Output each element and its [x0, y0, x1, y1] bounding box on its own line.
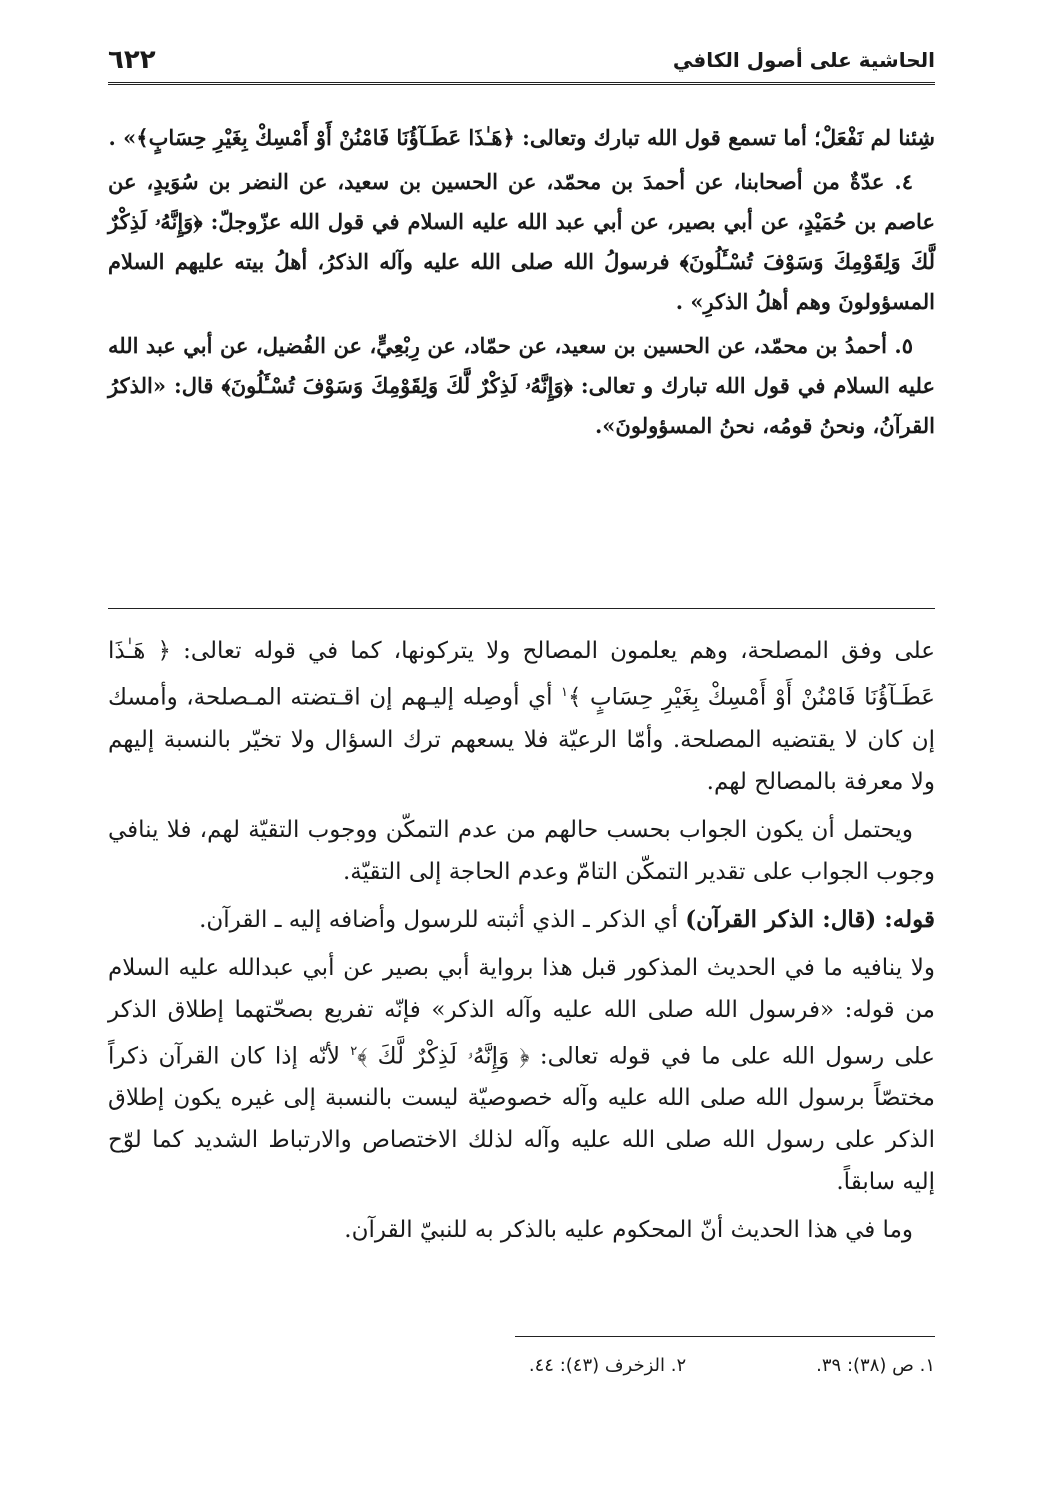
footnotes — [108, 1355, 935, 1376]
commentary-paragraph: وما في هذا الحديث أنّ المحكوم عليه بالذكر به للنبيّ القرآن. — [344, 1217, 913, 1244]
commentary-text: أي الذكر ـ الذي أثبته للرسول وأضافه إليه ـ القرآن. — [199, 906, 686, 933]
footnote-2: ٢. الزخرف (٤٣): ٤٤. — [528, 1355, 687, 1376]
footnote-divider — [515, 1336, 935, 1337]
footnote-marker: ٢ — [350, 1043, 358, 1059]
commentary-paragraph — [108, 947, 935, 1204]
quoted-lemma: قوله: (قال: الذكر القرآن) — [685, 905, 935, 933]
hadith-paragraph: شِئنا لم نَفْعَلْ؛ أما تسمع قول الله تبارك وتعالى: ﴿هَـٰذَا عَطَـآؤُنَا فَامْنُنْ أَوْ أَمْسِكْ بِغَيْرِ حِسَابٍ﴾» . — [108, 125, 935, 150]
commentary-block — [108, 630, 935, 1257]
running-header — [108, 38, 935, 85]
hadith-paragraph: ٤. عدّةٌ من أصحابنا، عن أحمدَ بن محمّد، عن الحسين بن سعيد، عن النضر بن سُوَيدٍ، عن عاصم بن حُمَيْدٍ، عن أبي بصير، عن أبي عبد الله عليه السلام في قول الله عزّوجلّ: ﴿وَإِنَّهُۥ لَذِكْرٌ لَّكَ وَلِقَوْمِكَ وَسَوْفَ تُسْـَٔلُونَ﴾ فرسولُ الله صلى الله عليه وآله الذكرُ، أهلُ بيته عليهم السلام المسؤولونَ وهم أهلُ الذكرِ» . — [108, 169, 935, 314]
page-number: ٦٢٢ — [108, 45, 156, 75]
commentary-text: أي أوصِله إليـهم إن اقـتضته المـصلحة، وأمسك إن كان لا يقتضيه المصلحة. وأمّا الرعيّة فلا يسعهم ترك السؤال ولا تخيّر بالنسبة إليهم ولا معرفة بالمصالح لهم. — [108, 684, 935, 795]
hadith-paragraph: ٥. أحمدُ بن محمّد، عن الحسين بن سعيد، عن حمّاد، عن رِبْعِيٍّ، عن الفُضيل، عن أبي عبد الله عليه السلام في قول الله تبارك و تعالى: ﴿وَإِنَّهُۥ لَذِكْرٌ لَّكَ وَلِقَوْمِكَ وَسَوْفَ تُسْـَٔلُونَ﴾ قال: «الذكرُ القرآنُ، ونحنُ قومُه، نحنُ المسؤولونَ». — [108, 333, 935, 438]
section-divider — [108, 608, 935, 609]
commentary-paragraph: ويحتمل أن يكون الجواب بحسب حالهم من عدم التمكّن ووجوب التقيّة لهم، فلا ينافي وجوب الجواب على تقدير التمكّن التامّ وعدم الحاجة إلى التقيّة. — [108, 816, 935, 885]
hadith-text-block — [108, 118, 935, 450]
commentary-text: على وفق المصلحة، وهم يعلمون المصالح ولا يتركونها، كما في قوله تعالى: ﴿ هَـٰذَا عَطَـآؤُنَا فَامْنُنْ أَوْ أَمْسِكْ بِغَيْرِ حِسَابٍ ﴾ — [108, 638, 935, 711]
commentary-text: ولا ينافيه ما في الحديث المذكور قبل هذا برواية أبي بصير عن أبي عبدالله عليه السلام من قوله: «فرسول الله صلى الله عليه وآله الذكر» فإنّه تفريع بصحّتهما إطلاق الذكر على رسول الله على ما في قوله تعالى: ﴿ وَإِنَّهُۥ لَذِكْرٌ لَّكَ ﴾ — [108, 954, 935, 1070]
commentary-paragraph — [108, 630, 935, 803]
footnote-marker: ١ — [561, 685, 569, 700]
commentary-text: لأنّه إذا كان القرآن ذكراً مختصّاً برسول الله صلى الله عليه وآله خصوصيّة ليست بالنسبة إلى غيره يكون إطلاق الذكر على رسول الله صلى الله عليه وآله لذلك الاختصاص والارتباط الشديد كما لوّح إليه سابقاً. — [108, 1043, 935, 1196]
book-title: الحاشية على أصول الكافي — [672, 48, 935, 72]
commentary-paragraph — [108, 899, 935, 941]
footnote-1: ١. ص (٣٨): ٣٩. — [816, 1355, 935, 1376]
